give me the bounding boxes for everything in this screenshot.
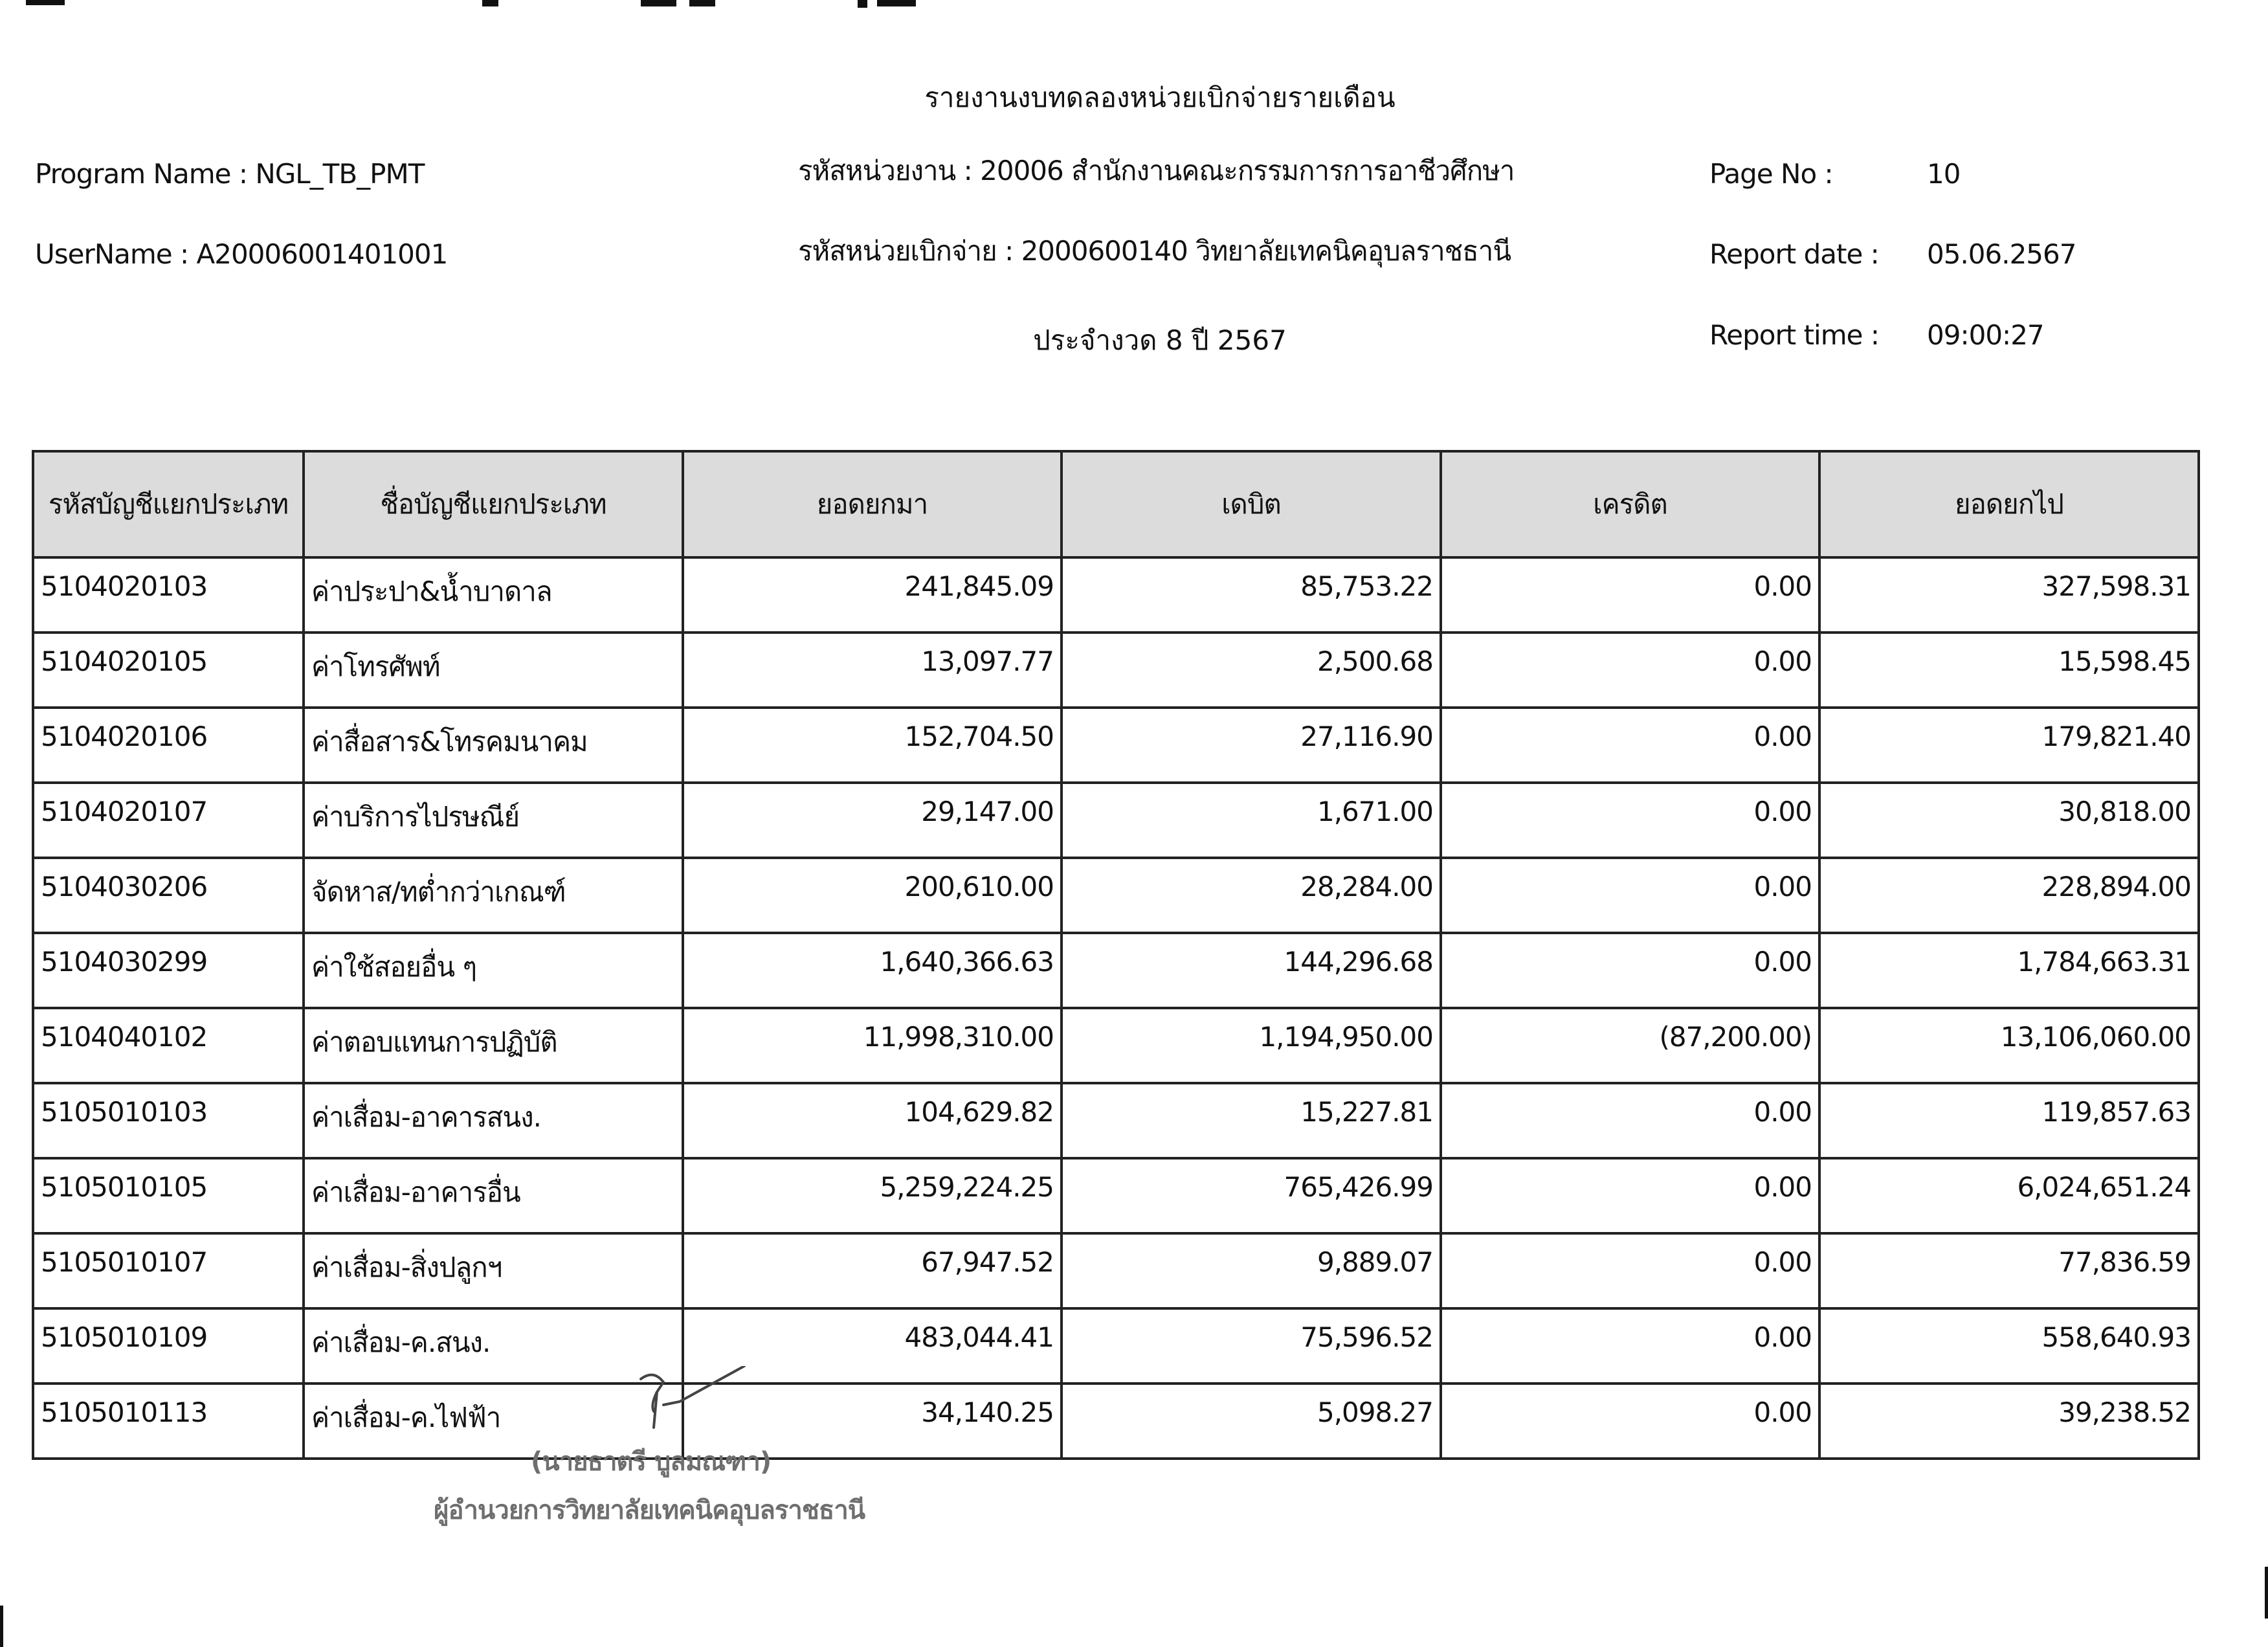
signer-name-stamp: (นายธาตรี บูลมณฑา) — [531, 1447, 772, 1477]
account-code: 5105010109 — [33, 1308, 304, 1384]
agency-info: รหัสหน่วยงาน : 20006 สำนักงานคณะกรรมการการอาชีวศึกษา — [798, 155, 1515, 186]
carried-forward: 15,598.45 — [1819, 633, 2199, 708]
account-code: 5105010113 — [33, 1384, 304, 1459]
account-code: 5105010105 — [33, 1158, 304, 1233]
carried-forward: 179,821.40 — [1819, 708, 2199, 783]
header-credit: เครดิต — [1441, 451, 1819, 557]
brought-forward: 29,147.00 — [683, 783, 1062, 858]
table-row — [33, 1308, 2199, 1384]
account-name: ค่าตอบแทนการปฏิบัติ — [304, 1008, 683, 1083]
program-name: Program Name : NGL_TB_PMT — [35, 158, 425, 190]
brought-forward: 11,998,310.00 — [683, 1008, 1062, 1083]
account-name: ค่าเสื่อม-สิ่งปลูกฯ — [304, 1233, 683, 1308]
table-row — [33, 1384, 2199, 1459]
trial-balance-table — [32, 450, 2200, 1460]
account-name: ค่าเสื่อม-ค.สนง. — [304, 1308, 683, 1384]
disbursing-unit-info: รหัสหน่วยเบิกจ่าย : 2000600140 วิทยาลัยเทคนิคอุบลราชธานี — [798, 235, 1511, 267]
carried-forward: 39,238.52 — [1819, 1384, 2199, 1459]
carried-forward: 119,857.63 — [1819, 1083, 2199, 1158]
table-row — [33, 1083, 2199, 1158]
debit: 75,596.52 — [1062, 1308, 1441, 1384]
table-row — [33, 1233, 2199, 1308]
credit: 0.00 — [1441, 633, 1819, 708]
table-row — [33, 1008, 2199, 1083]
carried-forward: 558,640.93 — [1819, 1308, 2199, 1384]
table-row — [33, 858, 2199, 933]
debit: 27,116.90 — [1062, 708, 1441, 783]
signer-title-stamp: ผู้อำนวยการวิทยาลัยเทคนิคอุบลราชธานี — [434, 1496, 865, 1525]
account-name: ค่าบริการไปรษณีย์ — [304, 783, 683, 858]
credit: 0.00 — [1441, 1083, 1819, 1158]
brought-forward: 67,947.52 — [683, 1233, 1062, 1308]
table-row — [33, 633, 2199, 708]
header-debit: เดบิต — [1062, 451, 1441, 557]
credit: 0.00 — [1441, 933, 1819, 1008]
carried-forward: 30,818.00 — [1819, 783, 2199, 858]
credit: 0.00 — [1441, 708, 1819, 783]
report-period: ประจำงวด 8 ปี 2567 — [1033, 324, 1287, 356]
table-row — [33, 933, 2199, 1008]
header-account-name: ชื่อบัญชีแยกประเภท — [304, 451, 683, 557]
header-account-code: รหัสบัญชีแยกประเภท — [33, 451, 304, 557]
account-code: 5104020106 — [33, 708, 304, 783]
account-code: 5104030299 — [33, 933, 304, 1008]
debit: 5,098.27 — [1062, 1384, 1441, 1459]
brought-forward: 5,259,224.25 — [683, 1158, 1062, 1233]
account-name: ค่าโทรศัพท์ — [304, 633, 683, 708]
page-no-label: Page No : — [1709, 158, 1833, 190]
account-name: จัดหาส/ทต่ำกว่าเกณฑ์ — [304, 858, 683, 933]
account-name: ค่าสื่อสาร&โทรคมนาคม — [304, 708, 683, 783]
debit: 144,296.68 — [1062, 933, 1441, 1008]
brought-forward: 241,845.09 — [683, 557, 1062, 633]
credit: 0.00 — [1441, 1384, 1819, 1459]
scan-artifact — [858, 0, 867, 8]
scan-artifact — [0, 1606, 3, 1647]
carried-forward: 77,836.59 — [1819, 1233, 2199, 1308]
carried-forward: 1,784,663.31 — [1819, 933, 2199, 1008]
username: UserName : A20006001401001 — [35, 238, 448, 270]
scan-artifact — [26, 0, 65, 5]
brought-forward: 34,140.25 — [683, 1384, 1062, 1459]
report-time-label: Report time : — [1709, 319, 1879, 351]
header-carried-forward: ยอดยกไป — [1819, 451, 2199, 557]
table-row — [33, 783, 2199, 858]
credit: 0.00 — [1441, 858, 1819, 933]
report-date-value: 05.06.2567 — [1927, 238, 2076, 270]
brought-forward: 200,610.00 — [683, 858, 1062, 933]
report-date-label: Report date : — [1709, 238, 1879, 270]
debit: 9,889.07 — [1062, 1233, 1441, 1308]
debit: 2,500.68 — [1062, 633, 1441, 708]
scan-artifact — [2265, 1567, 2268, 1619]
report-time-value: 09:00:27 — [1927, 319, 2044, 351]
table-row — [33, 1158, 2199, 1233]
brought-forward: 483,044.41 — [683, 1308, 1062, 1384]
account-code: 5104020103 — [33, 557, 304, 633]
account-name: ค่าเสื่อม-ค.ไฟฟ้า — [304, 1384, 683, 1459]
header-brought-forward: ยอดยกมา — [683, 451, 1062, 557]
table-row — [33, 557, 2199, 633]
brought-forward: 13,097.77 — [683, 633, 1062, 708]
debit: 1,194,950.00 — [1062, 1008, 1441, 1083]
debit: 28,284.00 — [1062, 858, 1441, 933]
account-name: ค่าเสื่อม-อาคารอื่น — [304, 1158, 683, 1233]
debit: 765,426.99 — [1062, 1158, 1441, 1233]
debit: 15,227.81 — [1062, 1083, 1441, 1158]
table-header-row — [33, 451, 2199, 557]
carried-forward: 228,894.00 — [1819, 858, 2199, 933]
account-code: 5105010103 — [33, 1083, 304, 1158]
credit: 0.00 — [1441, 783, 1819, 858]
table-row — [33, 708, 2199, 783]
account-code: 5105010107 — [33, 1233, 304, 1308]
brought-forward: 1,640,366.63 — [683, 933, 1062, 1008]
report-title: รายงานงบทดลองหน่วยเบิกจ่ายรายเดือน — [924, 82, 1395, 113]
credit: 0.00 — [1441, 1233, 1819, 1308]
account-name: ค่าประปา&น้ำบาดาล — [304, 557, 683, 633]
carried-forward: 6,024,651.24 — [1819, 1158, 2199, 1233]
credit: (87,200.00) — [1441, 1008, 1819, 1083]
credit: 0.00 — [1441, 1308, 1819, 1384]
account-code: 5104020105 — [33, 633, 304, 708]
carried-forward: 13,106,060.00 — [1819, 1008, 2199, 1083]
credit: 0.00 — [1441, 557, 1819, 633]
credit: 0.00 — [1441, 1158, 1819, 1233]
scan-artifact — [689, 0, 715, 6]
account-code: 5104030206 — [33, 858, 304, 933]
brought-forward: 152,704.50 — [683, 708, 1062, 783]
account-name: ค่าเสื่อม-อาคารสนง. — [304, 1083, 683, 1158]
account-code: 5104020107 — [33, 783, 304, 858]
page-no-value: 10 — [1927, 158, 1961, 190]
scan-artifact — [482, 0, 498, 6]
debit: 85,753.22 — [1062, 557, 1441, 633]
account-name: ค่าใช้สอยอื่น ๆ — [304, 933, 683, 1008]
scan-artifact — [641, 0, 676, 6]
scan-artifact — [877, 0, 916, 6]
carried-forward: 327,598.31 — [1819, 557, 2199, 633]
debit: 1,671.00 — [1062, 783, 1441, 858]
brought-forward: 104,629.82 — [683, 1083, 1062, 1158]
account-code: 5104040102 — [33, 1008, 304, 1083]
